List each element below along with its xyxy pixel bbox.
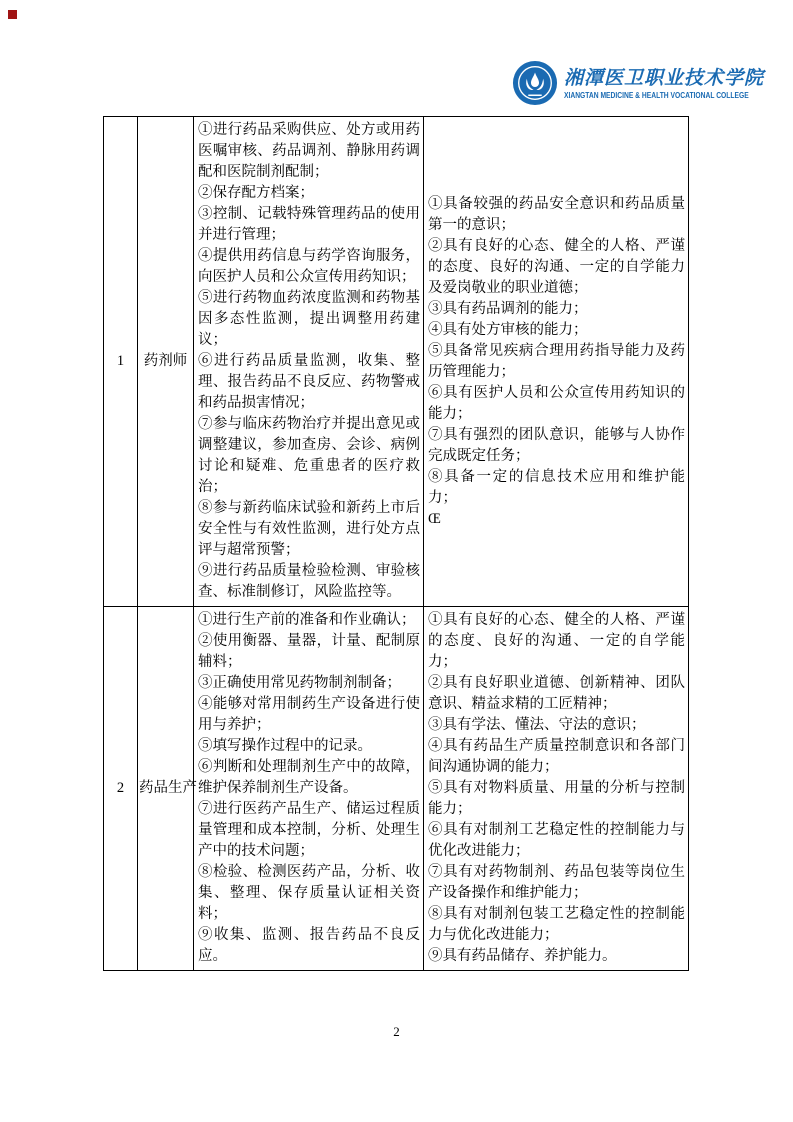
list-item: ①具备较强的药品安全意识和药品质量第一的意识； — [428, 195, 685, 233]
list-item: ⑥具有医护人员和公众宣传用药知识的能力； — [428, 384, 685, 422]
list-item: ⑧具有对制剂包装工艺稳定性的控制能力与优化改进能力； — [428, 906, 685, 943]
page-number: 2 — [393, 1024, 400, 1039]
list-item: ①进行药品采购供应、处方或用药医嘱审核、药品调剂、静脉用药调配和医院制剂配制； — [198, 122, 420, 180]
list-item: ③控制、记载特殊管理药品的使用并进行管理； — [198, 206, 420, 243]
row-position: 药品生产 — [138, 607, 194, 971]
positions-abilities-table — [103, 116, 689, 971]
list-item: ⑦具有强烈的团队意识，能够与人协作完成既定任务； — [428, 426, 685, 464]
list-item: ③具有药品调剂的能力； — [428, 300, 588, 317]
duties-cell — [194, 607, 424, 971]
row-position: 药剂师 — [138, 117, 194, 607]
list-item: ④具有药品生产质量控制意识和各部门间沟通协调的能力； — [428, 738, 685, 775]
list-item: ⑦具有对药物制剂、药品包装等岗位生产设备操作和维护能力； — [428, 864, 685, 901]
list-item: ⑤进行药物血药浓度监测和药物基因多态性监测，提出调整用药建议； — [198, 290, 420, 348]
margin-marker — [8, 10, 17, 19]
row-number: 2 — [104, 607, 138, 971]
row-number: 1 — [104, 117, 138, 607]
list-item: ⑤填写操作过程中的记录。 — [198, 738, 372, 754]
list-item: ⑦进行医药产品生产、储运过程质量管理和成本控制，分析、处理生产中的技术问题； — [198, 801, 420, 859]
list-item: ⑥进行药品质量监测，收集、整理、报告药品不良反应、药物警戒和药品损害情况； — [198, 353, 420, 411]
list-item: ③正确使用常见药物制剂制备； — [198, 675, 401, 691]
list-item: ⑥具有对制剂工艺稳定性的控制能力与优化改进能力； — [428, 822, 685, 859]
list-item: ②保存配方档案； — [198, 185, 314, 201]
list-item: ①进行生产前的准备和作业确认； — [198, 612, 416, 628]
table-row — [104, 607, 689, 971]
list-item: ⑨进行药品质量检验检测、审验核查、标准制修订，风险监控等。 — [198, 563, 420, 600]
list-item: ①具有良好的心态、健全的人格、严谨的态度、良好的沟通、一定的自学能力； — [428, 612, 685, 670]
list-item: ⑨收集、监测、报告药品不良反应。 — [198, 927, 420, 964]
list-item: ④能够对常用制药生产设备进行使用与养护； — [198, 696, 420, 733]
college-logo — [512, 60, 784, 106]
college-name-en: XIANGTAN MEDICINE & HEALTH VOCATIONAL COLLEGE — [564, 90, 749, 100]
list-item: ⑨具有药品储存、养护能力。 — [428, 948, 617, 964]
list-item: ②具有良好职业道德、创新精神、团队意识、精益求精的工匠精神； — [428, 675, 685, 712]
list-item: ⑧检验、检测医药产品，分析、收集、整理、保存质量认证相关资料； — [198, 864, 420, 922]
list-item: Œ — [428, 510, 441, 527]
list-item: ⑤具备常见疾病合理用药指导能力及药历管理能力； — [428, 342, 685, 380]
duties-cell — [194, 117, 424, 607]
list-item: ⑧具备一定的信息技术应用和维护能力； — [428, 468, 685, 506]
college-name-zh: 湘潭医卫职业技术学院 — [564, 67, 765, 89]
list-item: ②使用衡器、量器，计量、配制原辅料； — [198, 633, 420, 670]
list-item: ③具有学法、懂法、守法的意识； — [428, 717, 646, 733]
college-emblem-icon — [512, 60, 558, 106]
college-logo-text — [564, 67, 784, 100]
list-item: ⑤具有对物料质量、用量的分析与控制能力； — [428, 780, 685, 817]
list-item: ②具有良好的心态、健全的人格、严谨的态度、良好的沟通、一定的自学能力及爱岗敬业的职业道德； — [428, 237, 685, 296]
list-item: ④具有处方审核的能力； — [428, 321, 588, 338]
list-item: ④提供用药信息与药学咨询服务，向医护人员和公众宣传用药知识； — [198, 248, 420, 285]
list-item: ⑦参与临床药物治疗并提出意见或调整建议，参加查房、会诊、病例讨论和疑难、危重患者的医疗救治； — [198, 416, 420, 495]
list-item: ⑧参与新药临床试验和新药上市后安全性与有效性监测，进行处方点评与超常预警； — [198, 500, 420, 558]
table-row — [104, 117, 689, 607]
list-item: ⑥判断和处理制剂生产中的故障，维护保养制剂生产设备。 — [198, 759, 420, 796]
abilities-cell — [424, 117, 689, 607]
abilities-cell — [424, 607, 689, 971]
